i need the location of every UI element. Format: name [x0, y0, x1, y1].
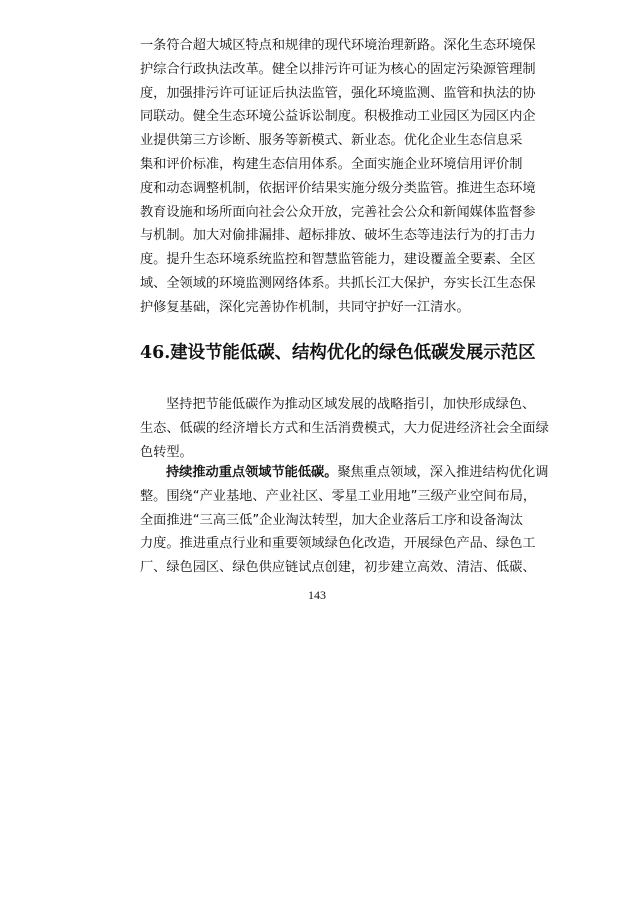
section-heading: 46.建设节能低碳、结构优化的绿色低碳发展示范区	[140, 343, 536, 363]
text-line: 全面推进“三高三低”企业淘汰转型，加大企业落后工序和设备淘汰	[140, 512, 523, 528]
text-line: 度。提升生态环境系统监控和智慧监管能力，建设覆盖全要素、全区	[140, 252, 536, 268]
text-line: 同联动。健全生态环境公益诉讼制度。积极推动工业园区为园区内企	[140, 109, 536, 125]
text-line: 业提供第三方诊断、服务等新模式、新业态。优化企业生态信息采	[140, 133, 523, 149]
body-paragraph-intro	[140, 393, 549, 464]
text-line: 教育设施和场所面向社会公众开放，完善社会公众和新闻媒体监督参	[140, 204, 536, 220]
paragraph-lead-bold: 持续推动重点领域节能低碳。	[166, 465, 338, 480]
text-line: 护修复基础，深化完善协作机制，共同守护好一江清水。	[140, 299, 470, 315]
text-line-rest: 聚焦重点领域，深入推进结构优化调	[337, 465, 549, 480]
text-line-first	[140, 461, 549, 485]
text-line: 生态、低碳的经济增长方式和生活消费模式，大力促进经济社会全面绿	[140, 420, 549, 436]
text-line: 集和评价标准，构建生态信用体系。全面实施企业环境信用评价制	[140, 156, 523, 172]
text-line: 色转型。	[140, 444, 193, 460]
text-line: 度，加强排污许可证证后执法监管，强化环境监测、监管和执法的协	[140, 85, 536, 101]
text-line: 厂、绿色园区、绿色供应链试点创建，初步建立高效、清洁、低碳、	[140, 560, 536, 576]
text-line: 护综合行政执法改革。健全以排污许可证为核心的固定污染源管理制	[140, 61, 536, 77]
body-paragraph-top	[140, 34, 536, 320]
body-paragraph-energy	[140, 461, 549, 580]
text-line: 域、全领域的环境监测网络体系。共抓长江大保护，夯实长江生态保	[140, 275, 536, 291]
text-line: 力度。推进重点行业和重要领域绿色化改造，开展绿色产品、绿色工	[140, 536, 536, 552]
text-line: 与机制。加大对偷排漏排、超标排放、破坏生态等违法行为的打击力	[140, 228, 536, 244]
text-line: 度和动态调整机制，依据评价结果实施分级分类监管。推进生态环境	[140, 180, 536, 196]
page-number: 143	[308, 588, 326, 602]
text-line: 整。围绕“产业基地、产业社区、零星工业用地”三级产业空间布局，	[140, 488, 537, 504]
text-line: 一条符合超大城区特点和规律的现代环境治理新路。深化生态环境保	[140, 38, 536, 53]
text-line: 坚持把节能低碳作为推动区域发展的战略指引，加快形成绿色、	[166, 397, 536, 412]
